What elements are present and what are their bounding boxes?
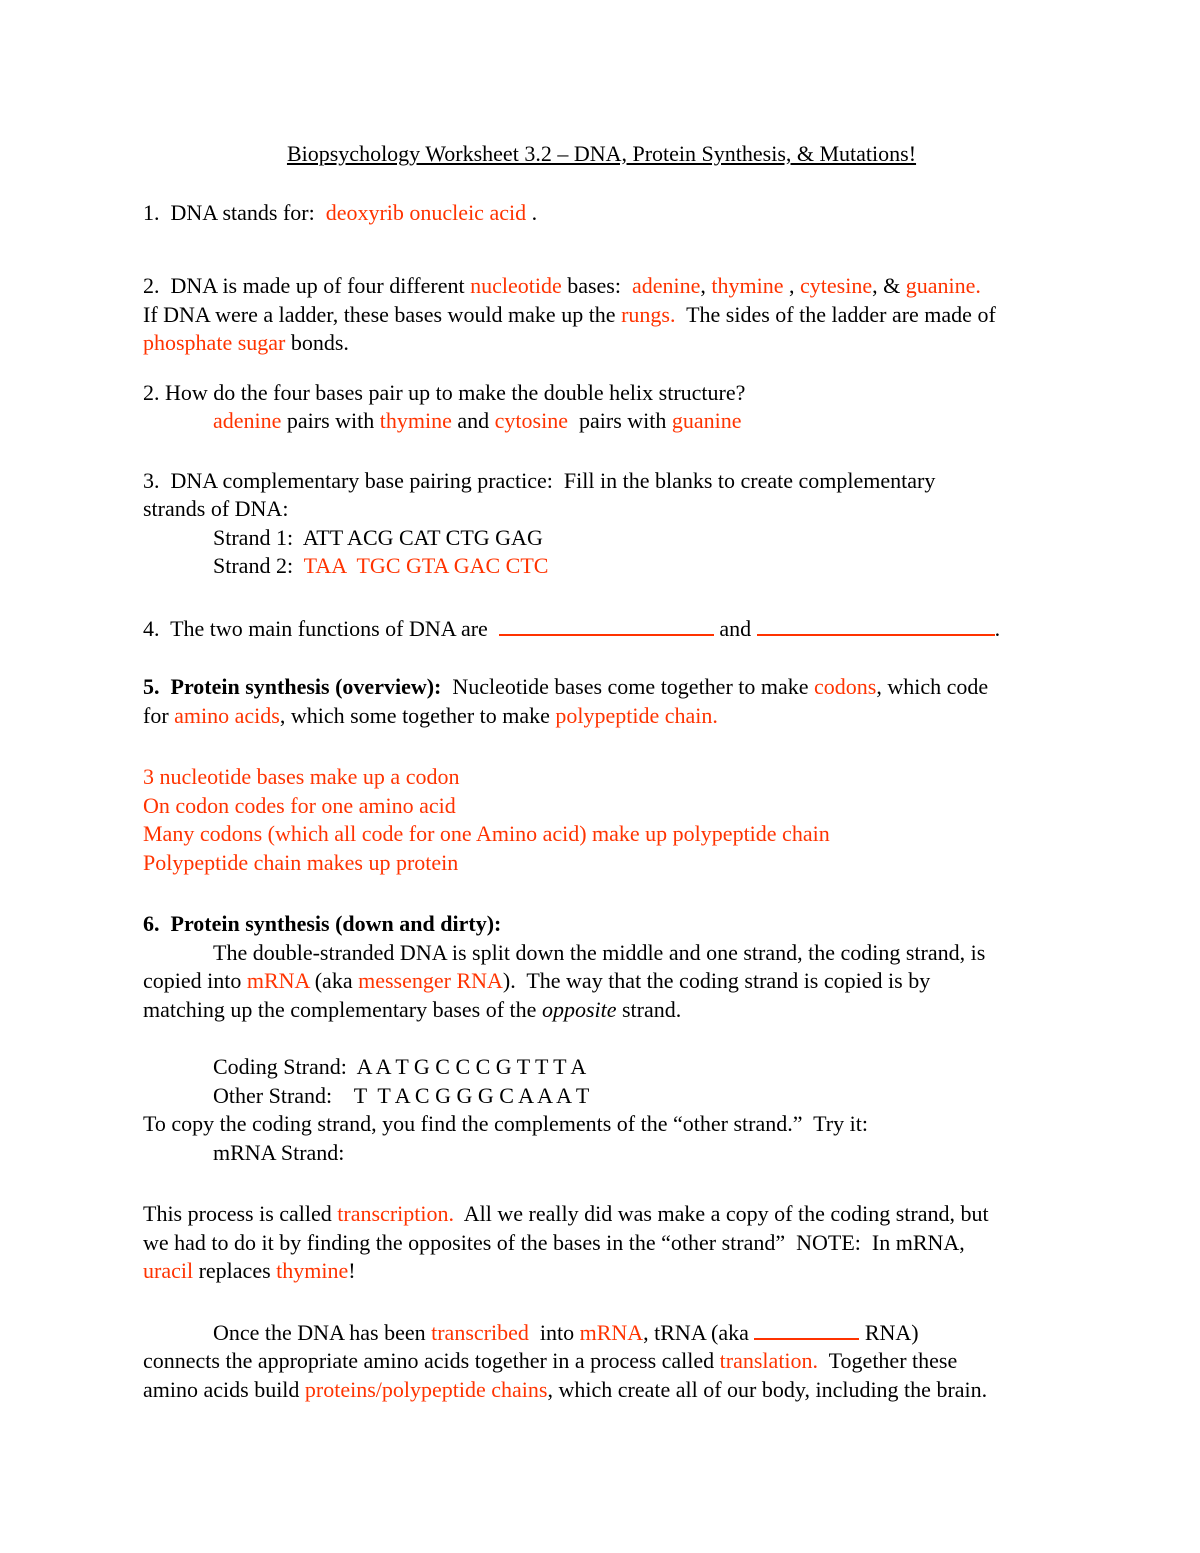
text-run: pairs with: [568, 408, 672, 433]
paragraph-block: [143, 673, 1060, 730]
text-run: copied into: [143, 968, 247, 993]
text-run: To copy the coding strand, you find the complements of the “other strand.” Try it:: [143, 1111, 868, 1136]
text-run: amino acids: [174, 702, 280, 728]
text-run: cytesine: [800, 273, 873, 298]
text-run: 5. Protein synthesis (overview):: [143, 674, 442, 699]
text-run: transcription.: [337, 1201, 454, 1226]
text-line: [143, 849, 1060, 878]
text-run: guanine: [671, 408, 742, 433]
text-run: Polypeptide chain makes up protein: [143, 849, 459, 875]
text-line: [143, 1318, 1060, 1348]
text-run: 2. How do the four bases pair up to make the double helix structure?: [143, 379, 746, 405]
text-run: Other Strand: T T A C G G G C A A A T: [213, 1082, 590, 1108]
text-line: [143, 614, 1060, 644]
text-run: (aka: [309, 968, 359, 993]
paragraph-block: [143, 467, 1060, 581]
text-run: matching up the complementary bases of the: [143, 996, 542, 1022]
text-line: [143, 763, 1060, 792]
text-run: All we really did was make a copy of the coding strand, but: [454, 1201, 989, 1226]
text-run: messenger RNA: [358, 968, 503, 993]
paragraph-block: [143, 1053, 1060, 1167]
text-run: Together these: [818, 1348, 958, 1373]
text-run: thymine: [379, 408, 452, 433]
text-run: If DNA were a ladder, these bases would make up the: [143, 301, 622, 327]
text-run: Strand 1: ATT ACG CAT CTG GAG: [213, 524, 543, 550]
text-run: adenine: [631, 273, 701, 298]
text-line: [143, 1229, 1060, 1258]
text-run: This process is called: [143, 1201, 338, 1226]
text-run: pairs with: [281, 408, 380, 433]
text-run: cytosine: [494, 408, 568, 433]
text-run: .: [526, 199, 538, 225]
text-line: [143, 939, 1060, 968]
text-line: [143, 407, 1060, 436]
text-run: ,: [783, 273, 800, 298]
text-run: On codon codes for one amino acid: [143, 792, 456, 818]
text-line: [143, 1110, 1060, 1139]
text-run: bases:: [561, 273, 632, 298]
text-run: transcribed: [431, 1319, 529, 1345]
text-line: [143, 1053, 1060, 1082]
text-line: [143, 792, 1060, 821]
text-run: , which create all of our body, including the brain.: [547, 1376, 988, 1402]
text-line: [143, 1347, 1060, 1376]
text-run: TAA TGC GTA GAC CTC: [303, 553, 549, 578]
text-line: [143, 199, 1060, 228]
text-run: for: [143, 702, 175, 728]
text-run: strand.: [616, 996, 682, 1022]
text-line: [143, 967, 1060, 996]
text-line: [143, 1139, 1060, 1168]
paragraph-block: [143, 910, 1060, 1024]
text-run: Once the DNA has been: [213, 1319, 432, 1345]
text-run: codons: [814, 674, 877, 699]
text-run: mRNA: [246, 968, 310, 993]
text-line: [143, 379, 1060, 408]
answer-blank: [499, 614, 714, 636]
text-run: deoxyrib onucleic acid: [325, 199, 527, 225]
text-run: , tRNA (aka: [643, 1319, 755, 1345]
text-run: thymine: [711, 273, 784, 298]
text-run: .: [994, 615, 1001, 641]
text-run: Nucleotide bases come together to make: [441, 674, 815, 699]
text-run: The sides of the ladder are made of: [675, 301, 996, 327]
text-run: connects the appropriate amino acids together in a process called: [143, 1348, 720, 1373]
paragraph-block: [143, 614, 1060, 644]
text-run: uracil: [143, 1258, 194, 1283]
text-line: [143, 1257, 1060, 1286]
text-run: , &: [872, 273, 906, 298]
paragraph-block: [143, 379, 1060, 436]
text-line: [143, 1082, 1060, 1111]
text-run: proteins/polypeptide chains: [304, 1376, 548, 1402]
text-run: !: [348, 1258, 356, 1283]
answer-blank: [757, 614, 995, 636]
text-line: [143, 673, 1060, 702]
text-run: mRNA Strand:: [213, 1139, 345, 1165]
text-line: [143, 1376, 1060, 1405]
text-run: 4. The two main functions of DNA are: [143, 615, 499, 641]
text-run: Many codons (which all code for one Amino acid) make up polypeptide chain: [143, 821, 830, 846]
document-content: [143, 199, 1060, 1405]
text-line: [143, 1200, 1060, 1229]
text-run: replaces: [193, 1258, 277, 1283]
text-line: [143, 820, 1060, 849]
text-run: phosphate sugar: [143, 330, 286, 355]
text-run: adenine: [213, 408, 282, 433]
paragraph-block: [143, 1318, 1060, 1405]
text-run: Coding Strand: A A T G C C C G T T T A: [213, 1054, 587, 1079]
answer-blank: [754, 1318, 859, 1340]
text-run: 1. DNA stands for:: [143, 199, 326, 225]
text-run: amino acids build: [143, 1376, 305, 1402]
text-line: [143, 910, 1060, 939]
text-run: into: [528, 1319, 580, 1345]
text-run: 2. DNA is made up of four different: [143, 273, 471, 298]
text-run: 6. Protein synthesis (down and dirty):: [143, 911, 502, 936]
text-run: bonds.: [285, 330, 349, 355]
text-line: [143, 272, 1060, 301]
page-title: Biopsychology Worksheet 3.2 – DNA, Protein Synthesis, & Mutations!: [286, 141, 917, 166]
text-run: mRNA: [579, 1319, 644, 1345]
text-run: ). The way that the coding strand is copied is by: [502, 968, 931, 993]
text-line: [143, 467, 1060, 496]
text-run: thymine: [276, 1258, 349, 1283]
paragraph-block: [143, 272, 1060, 358]
text-run: 3 nucleotide bases make up a codon: [143, 764, 460, 789]
text-run: strands of DNA:: [143, 496, 289, 521]
text-run: opposite: [541, 996, 617, 1022]
text-line: [143, 495, 1060, 524]
paragraph-block: [143, 1200, 1060, 1286]
paragraph-block: [143, 763, 1060, 877]
text-run: The double-stranded DNA is split down the middle and one strand, the coding strand, is: [213, 939, 986, 965]
text-run: Strand 2:: [213, 553, 304, 578]
text-line: [143, 329, 1060, 358]
text-run: polypeptide chain.: [555, 702, 718, 728]
text-run: we had to do it by finding the opposites of the bases in the “other strand” NOTE: In mRNA,: [143, 1229, 965, 1255]
text-run: ,: [700, 273, 712, 298]
paragraph-block: [143, 199, 1060, 228]
text-run: rungs.: [621, 301, 676, 327]
text-run: and: [713, 615, 757, 641]
text-run: RNA): [859, 1319, 919, 1345]
text-line: [143, 996, 1060, 1025]
text-run: and: [451, 408, 495, 433]
text-run: translation.: [719, 1348, 819, 1373]
text-run: guanine.: [905, 273, 981, 298]
text-run: , which code: [876, 674, 989, 699]
text-run: 3. DNA complementary base pairing practice: Fill in the blanks to create complementary: [143, 467, 936, 493]
text-line: [143, 702, 1060, 731]
text-line: [143, 301, 1060, 330]
text-run: , which some together to make: [279, 702, 556, 728]
text-run: nucleotide: [470, 273, 562, 298]
text-line: [143, 524, 1060, 553]
text-line: [143, 552, 1060, 581]
